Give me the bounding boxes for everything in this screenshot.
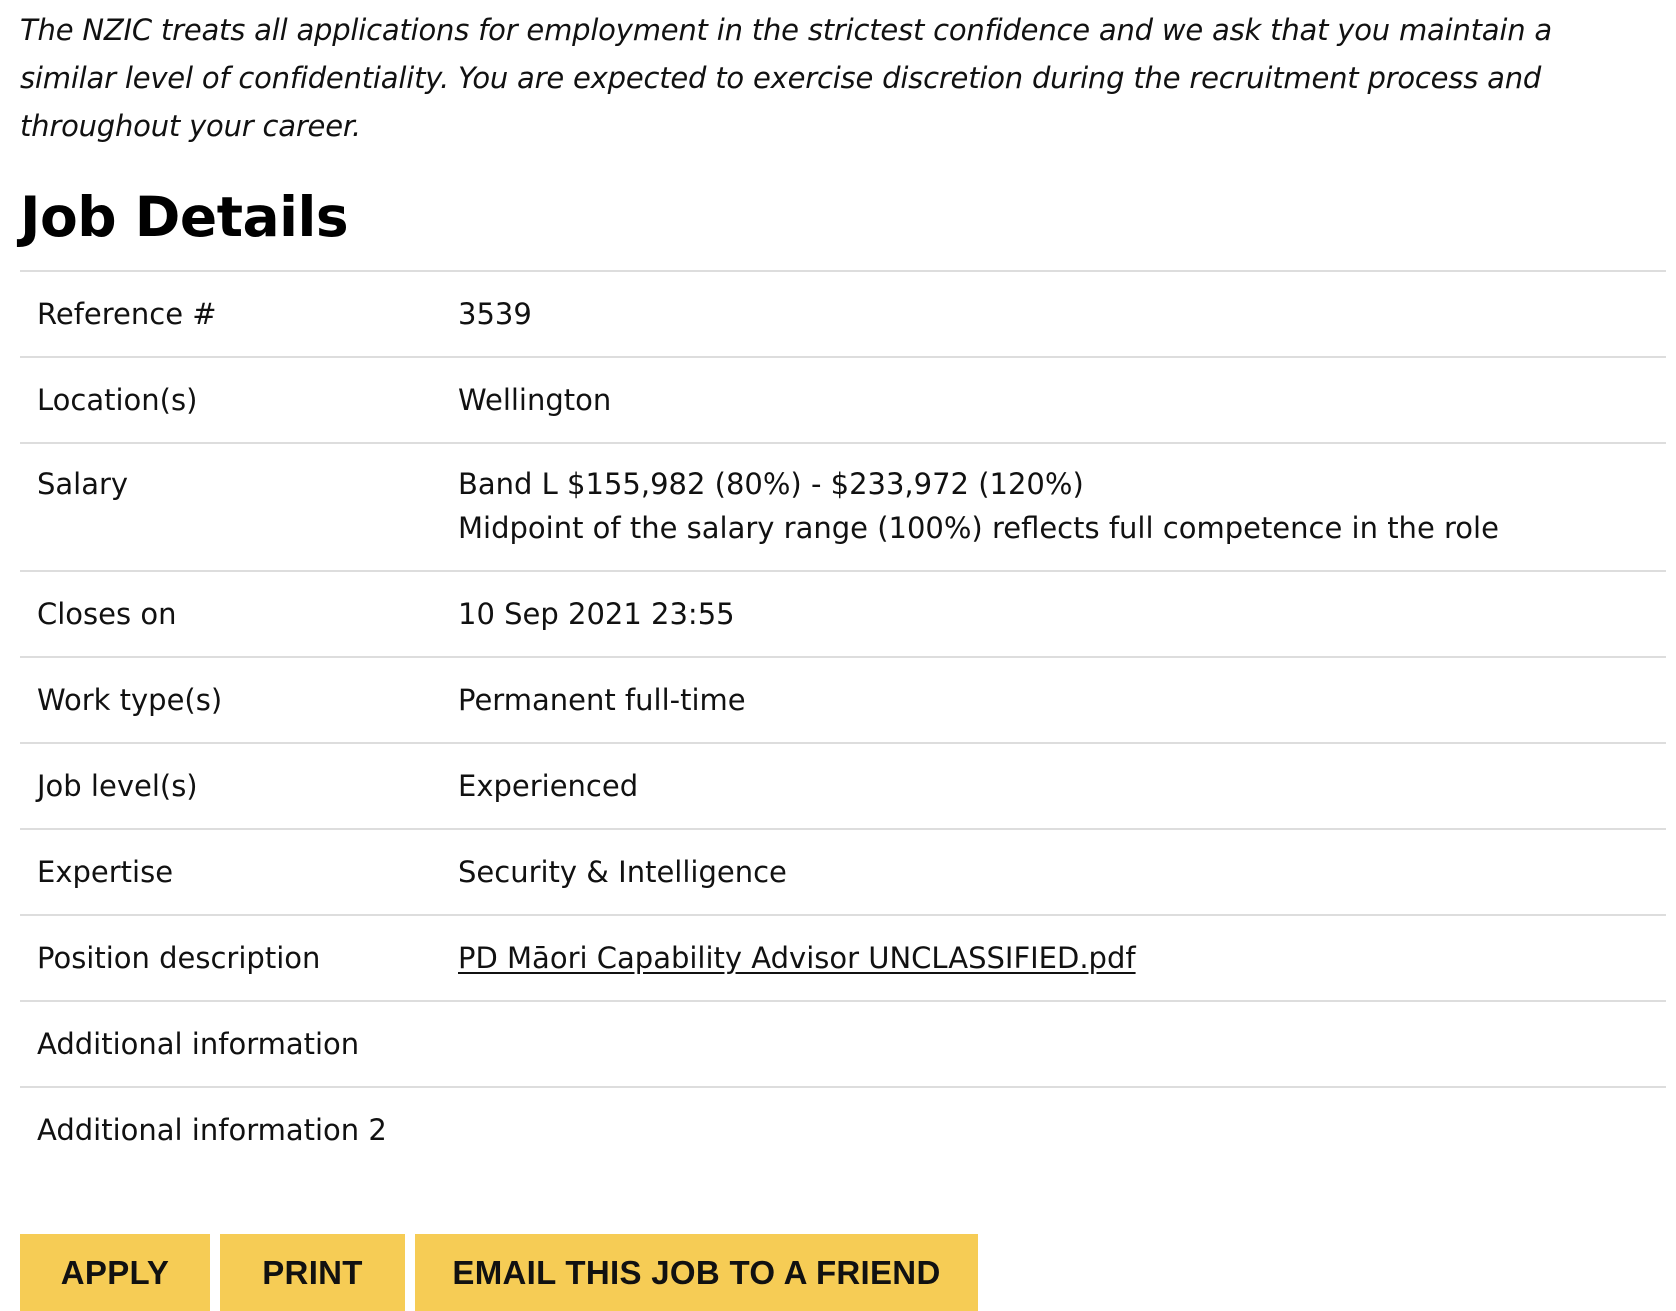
job-details-table: [20, 270, 1666, 1172]
detail-row-work-type: [20, 658, 1666, 744]
detail-label: Salary: [37, 467, 129, 501]
detail-label: Closes on: [37, 597, 177, 631]
confidentiality-notice: The NZIC treats all applications for employment in the strictest confidence and we ask that you maintain a similar level of confidentiality. You are expected to exercise discretion during the recruitment process and throughout your career.: [20, 13, 1552, 143]
detail-label: Location(s): [37, 383, 198, 417]
detail-label: Additional information 2: [37, 1113, 387, 1147]
detail-value: 3539: [458, 297, 532, 331]
detail-value: [458, 1022, 1666, 1066]
detail-row-closes: [20, 572, 1666, 658]
detail-value: Permanent full-time: [458, 683, 746, 717]
detail-value: [458, 936, 1666, 980]
detail-row-job-level: [20, 744, 1666, 830]
salary-band: Band L $155,982 (80%) - $233,972 (120%): [458, 467, 1084, 501]
detail-value: [458, 1108, 1666, 1152]
detail-label: Work type(s): [37, 683, 223, 717]
detail-row-position-description: [20, 916, 1666, 1002]
detail-label: Expertise: [37, 855, 174, 889]
page-title: Job Details: [20, 185, 349, 249]
detail-row-reference: [20, 272, 1666, 358]
detail-row-location: [20, 358, 1666, 444]
print-button[interactable]: PRINT: [220, 1234, 405, 1311]
detail-label: Reference #: [37, 297, 217, 331]
email-friend-button[interactable]: EMAIL THIS JOB TO A FRIEND: [415, 1234, 978, 1311]
detail-value: 10 Sep 2021 23:55: [458, 597, 735, 631]
position-description-link[interactable]: PD Māori Capability Advisor UNCLASSIFIED.pdf: [458, 941, 1136, 975]
detail-value: Wellington: [458, 383, 612, 417]
detail-value: Security & Intelligence: [458, 855, 787, 889]
detail-value: Experienced: [458, 769, 639, 803]
apply-button[interactable]: APPLY: [20, 1234, 210, 1311]
salary-value: [458, 462, 1666, 550]
detail-row-additional-info-2: [20, 1088, 1666, 1172]
detail-row-expertise: [20, 830, 1666, 916]
detail-row-additional-info: [20, 1002, 1666, 1088]
detail-label: Additional information: [37, 1027, 360, 1061]
detail-row-salary: [20, 444, 1666, 572]
job-actions: [20, 1234, 1656, 1311]
detail-label: Job level(s): [37, 769, 198, 803]
detail-label: Position description: [37, 941, 321, 975]
salary-note: Midpoint of the salary range (100%) reflects full competence in the role: [458, 511, 1499, 545]
